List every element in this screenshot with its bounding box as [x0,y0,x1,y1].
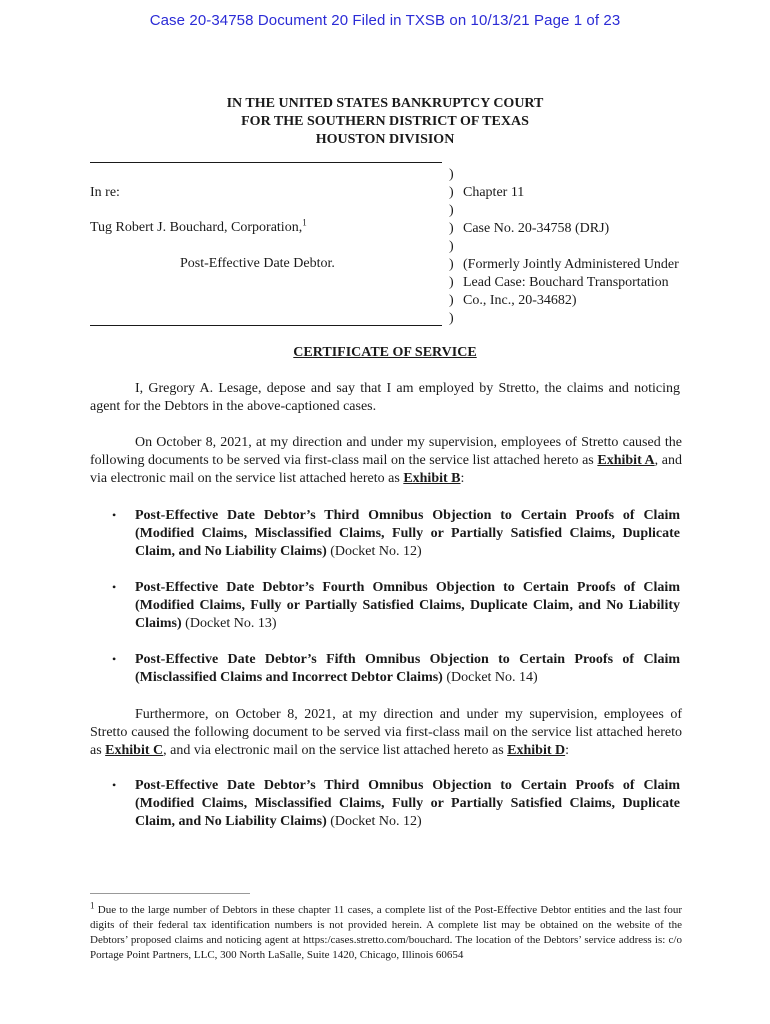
bullet-icon: • [112,580,117,594]
court-heading-line3: HOUSTON DIVISION [315,132,455,147]
bullet-docket: (Docket No. 12) [326,814,422,829]
paragraph-1: I, Gregory A. Lesage, depose and say that I am employed by Stretto, the claims and noticing agent for the Debtors in the above-captioned cases. [90,381,680,414]
debtor-name-text: Tug Robert J. Bouchard, Corporation, [90,220,303,235]
footnote-number: 1 [90,900,95,911]
case-number: Case No. 20-34758 (DRJ) [463,221,610,236]
debtor-role: Post-Effective Date Debtor. [180,256,335,271]
list-item [90,777,682,849]
admin-line3: Co., Inc., 20-34682) [463,293,577,308]
bullet-icon: • [112,508,117,522]
list-item [90,651,682,705]
bullet-docket: (Docket No. 12) [326,544,422,559]
para3-text1: Furthermore, on October 8, 2021, at my direction and under my supervision, employees of Stretto caused the following document to be served via first-class mail on the service list attached hereto as [90,707,682,758]
caption-paren: ) [449,185,454,200]
para2-text1: On October 8, 2021, at my direction and under my supervision, employees of Stretto caused the following documents to be served via first-class mail on the service list attached hereto as [90,435,682,468]
bullet-bold: Post-Effective Date Debtor’s Fourth Omnibus Objection to Certain Proofs of Claim (Modified Claims, Fully or Partially Satisfied Claims, Duplicate Claim, and No Liability Claims) [135,580,680,631]
bullet-icon: • [112,652,117,666]
caption-paren: ) [449,203,454,218]
para2-text2: , and via electronic mail on the service list attached hereto as [90,453,682,486]
caption-top-rule [90,162,442,163]
bullet-bold: Post-Effective Date Debtor’s Fifth Omnibus Objection to Certain Proofs of Claim (Misclassified Claims and Incorrect Debtor Claims) [135,652,680,685]
court-heading-line1: IN THE UNITED STATES BANKRUPTCY COURT [226,96,544,111]
admin-line1: (Formerly Jointly Administered Under [463,257,679,272]
list-item [90,507,682,579]
para3-text2: , and via electronic mail on the service list attached hereto as [163,743,508,758]
caption-paren: ) [449,221,454,236]
exhibit-d-ref: Exhibit D [507,743,566,758]
caption-paren: ) [449,257,454,272]
exhibit-a-ref: Exhibit A [597,453,655,468]
caption-paren: ) [449,167,454,182]
document-title: CERTIFICATE OF SERVICE [293,345,477,360]
caption-paren: ) [449,293,454,308]
court-heading-line2: FOR THE SOUTHERN DISTRICT OF TEXAS [241,114,529,129]
bullet-icon: • [112,778,117,792]
bullet-list-1 [90,507,682,705]
list-item [90,579,682,651]
debtor-name [90,219,307,237]
exhibit-c-ref: Exhibit C [105,743,164,758]
para3-text3: : [565,743,570,758]
bullet-docket: (Docket No. 13) [181,616,277,631]
bullet-bold: Post-Effective Date Debtor’s Third Omnibus Objection to Certain Proofs of Claim (Modified Claims, Misclassified Claims, Fully or Partially Satisfied Claims, Duplicate Claim, and No Liability Claims) [135,778,680,829]
bullet-text [135,579,680,633]
paragraph-2 [90,434,682,488]
para2-text3: : [460,471,465,486]
footnote-rule [90,893,250,894]
caption-paren: ) [449,311,454,326]
bullet-text [135,507,680,561]
caption-paren: ) [449,239,454,254]
bullet-bold: Post-Effective Date Debtor’s Third Omnibus Objection to Certain Proofs of Claim (Modified Claims, Misclassified Claims, Fully or Partially Satisfied Claims, Duplicate Claim, and No Liability Claims) [135,508,680,559]
footnote [90,900,682,963]
paragraph-3 [90,706,682,760]
filing-stamp: Case 20-34758 Document 20 Filed in TXSB on 10/13/21 Page 1 of 23 [149,12,621,29]
bullet-docket: (Docket No. 14) [442,670,538,685]
footnote-ref: 1 [302,217,307,228]
in-re-label: In re: [90,185,120,200]
bullet-text [135,651,680,687]
bullet-text [135,777,680,831]
footnote-text: Due to the large number of Debtors in these chapter 11 cases, a complete list of the Post-Effective Debtor entities and the last four digits of their federal tax identification numbers is not provided herein. A complete list may be obtained on the website of the Debtors’ proposed claims and noticing agent at https:/cases.stretto.com/bouchard. The location of the Debtors’ service address is: c/o Portage Point Partners, LLC, 300 North LaSalle, Suite 1420, Chicago, Illinois 60654 [90,904,682,961]
bullet-list-2 [90,777,682,849]
admin-line2: Lead Case: Bouchard Transportation [463,275,669,290]
caption-bottom-rule [90,325,442,326]
caption-paren: ) [449,275,454,290]
chapter-label: Chapter 11 [463,185,525,200]
exhibit-b-ref: Exhibit B [403,471,461,486]
